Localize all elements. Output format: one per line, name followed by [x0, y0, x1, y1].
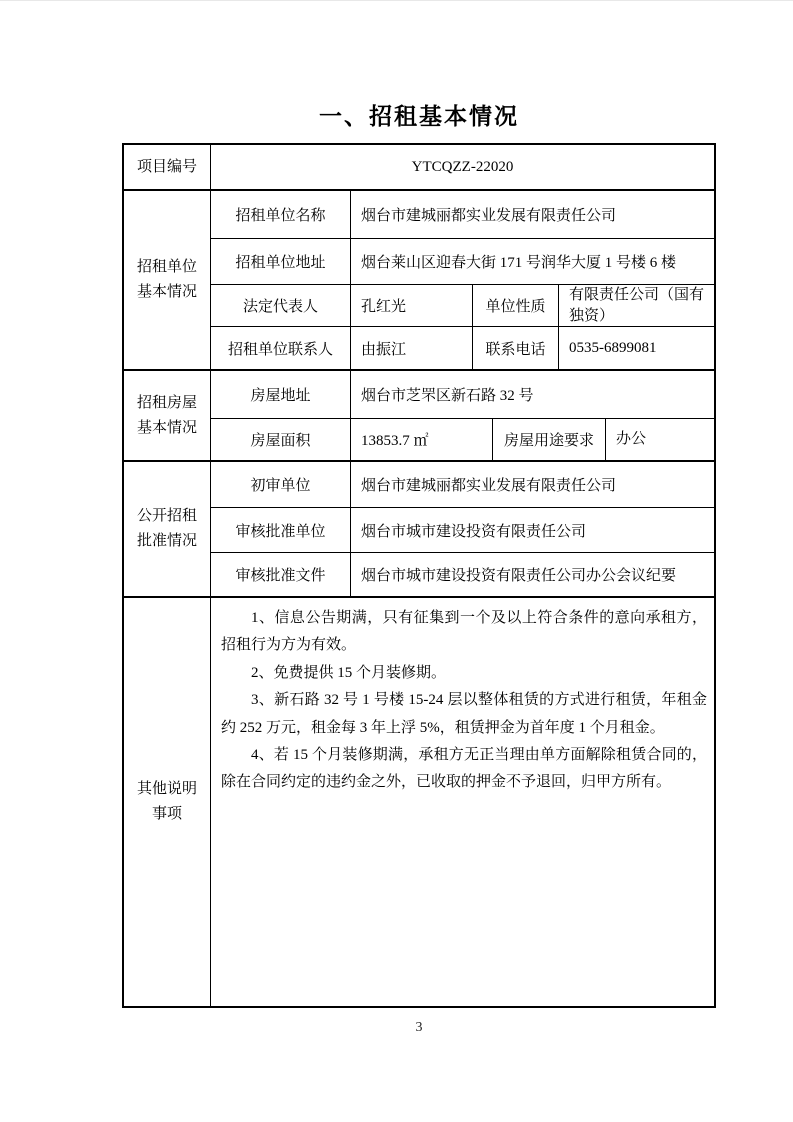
project-number-label: 项目编号 — [136, 158, 197, 175]
house-usage-label: 房屋用途要求 — [492, 419, 605, 460]
table-row — [211, 371, 714, 418]
unit-name-label: 招租单位名称 — [235, 208, 326, 224]
unit-contact-value: 由振江 — [350, 327, 472, 369]
project-number-row — [124, 145, 714, 189]
notes-paragraph-1: 1、信息公告期满，只有征集到一个及以上符合条件的意向承租方，招租行为方为有效。 — [221, 610, 707, 654]
initial-review-label: 初审单位 — [250, 478, 311, 494]
table-row — [211, 238, 714, 284]
approval-doc-value: 烟台市城市建设投资有限责任公司办公会议纪要 — [350, 553, 714, 596]
table-row — [211, 191, 714, 238]
page-content — [122, 1, 716, 1036]
initial-review-value: 烟台市建城丽都实业发展有限责任公司 — [350, 462, 714, 507]
approval-unit-label: 审核批准单位 — [235, 523, 326, 540]
house-area-label: 房屋面积 — [250, 433, 311, 449]
leasing-house-group-label: 招租房屋基本情况 — [136, 394, 197, 436]
table-row — [211, 418, 714, 460]
table-row — [211, 326, 714, 369]
unit-name-value: 烟台市建城丽都实业发展有限责任公司 — [350, 191, 714, 238]
legal-rep-label: 法定代表人 — [242, 299, 318, 315]
unit-address-value: 烟台莱山区迎春大街 171 号润华大厦 1 号楼 6 楼 — [350, 239, 714, 284]
unit-address-label: 招租单位地址 — [235, 255, 326, 271]
table-row — [211, 552, 714, 596]
page-number: 3 — [415, 1020, 423, 1035]
unit-contact-label: 招租单位联系人 — [227, 341, 333, 358]
notes-paragraph-2: 2、免费提供 15 个月装修期。 — [251, 664, 447, 681]
legal-rep-value: 孔红光 — [350, 285, 472, 326]
unit-type-label: 单位性质 — [472, 285, 558, 326]
phone-value: 0535-6899081 — [558, 327, 714, 369]
notes-section — [124, 596, 714, 1006]
table-row — [211, 462, 714, 507]
page-title: 一、招租基本情况 — [319, 104, 519, 129]
leasing-unit-section — [124, 189, 714, 369]
leasing-unit-rows — [210, 191, 714, 369]
approval-rows — [210, 462, 714, 596]
unit-type-value: 有限责任公司（国有独资） — [558, 285, 714, 326]
notes-group-label: 其他说明事项 — [136, 781, 197, 822]
leasing-house-rows — [210, 371, 714, 460]
leasing-info-table — [122, 143, 716, 1008]
approval-section — [124, 460, 714, 596]
project-number-value: YTCQZZ-22020 — [210, 145, 714, 189]
table-row — [211, 284, 714, 326]
leasing-house-section — [124, 369, 714, 460]
approval-unit-value: 烟台市城市建设投资有限责任公司 — [350, 508, 714, 552]
table-row — [211, 507, 714, 552]
approval-group-label: 公开招租批准情况 — [136, 508, 197, 549]
notes-paragraph-3: 3、新石路 32 号 1 号楼 15-24 层以整体租赁的方式进行租赁，年租金约 252 万元，租金每 3 年上浮 5%，租赁押金为首年度 1 个月租金。 — [221, 692, 707, 736]
house-area-value: 13853.7 ㎡ — [350, 419, 492, 460]
house-address-value: 烟台市芝罘区新石路 32 号 — [350, 371, 714, 418]
approval-doc-label: 审核批准文件 — [235, 568, 326, 584]
house-address-label: 房屋地址 — [250, 388, 311, 404]
notes-content — [210, 598, 714, 1006]
house-usage-value: 办公 — [605, 419, 714, 460]
leasing-unit-group-label: 招租单位基本情况 — [136, 259, 197, 300]
phone-label: 联系电话 — [472, 327, 558, 369]
notes-paragraph-4: 4、若 15 个月装修期满，承租方无正当理由单方面解除租赁合同的，除在合同约定的违约金之外，已收取的押金不予退回，归甲方所有。 — [221, 747, 707, 791]
